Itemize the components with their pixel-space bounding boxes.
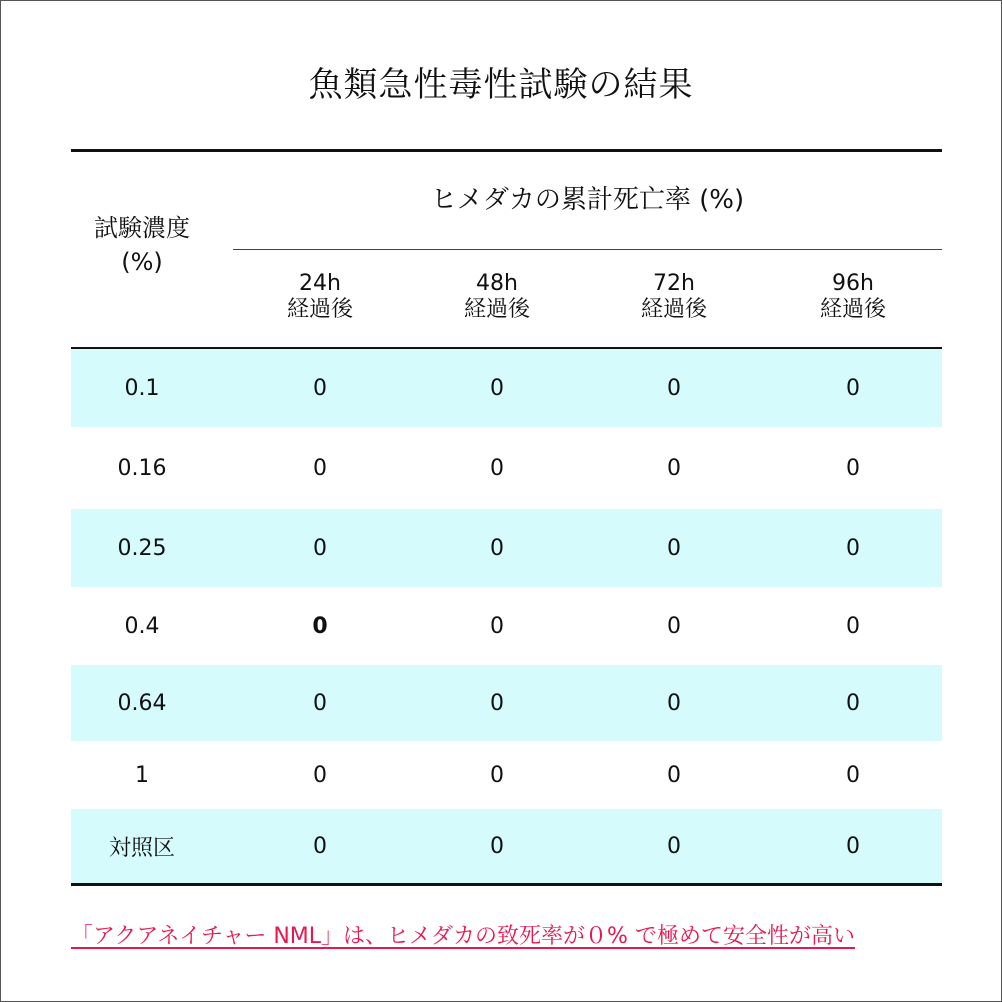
concentration-cell: 1 [135, 762, 149, 788]
value-cell-72h: 0 [667, 762, 681, 788]
value-cell-48h: 0 [490, 613, 504, 639]
column-header-time: 72h [653, 271, 695, 296]
column-header-label: 経過後 [463, 297, 530, 322]
value-cell-48h: 0 [490, 455, 504, 481]
value-cell-96h: 0 [846, 690, 860, 716]
column-header-time: 24h [299, 271, 341, 296]
table-row [71, 349, 942, 427]
concentration-cell: 0.25 [117, 535, 167, 561]
value-cell-72h: 0 [667, 690, 681, 716]
column-header-time: 96h [832, 271, 874, 296]
value-cell-72h: 0 [667, 455, 681, 481]
value-cell-48h: 0 [490, 375, 504, 401]
value-cell-24h: 0 [313, 535, 327, 561]
column-header-label: 経過後 [286, 297, 353, 322]
value-cell-24h: 0 [313, 375, 327, 401]
table-row [71, 665, 942, 741]
concentration-header [71, 211, 213, 279]
concentration-header-label: 試験濃度 [94, 214, 190, 242]
value-cell-24h: 0 [312, 613, 328, 639]
value-cell-96h: 0 [846, 613, 860, 639]
concentration-cell: 0.64 [117, 690, 167, 716]
concentration-header-unit: (%) [121, 248, 163, 276]
table-row [71, 427, 942, 509]
page-title: 魚類急性毒性試験の結果 [308, 65, 694, 105]
concentration-cell: 0.16 [117, 455, 167, 481]
column-header-48h [417, 271, 577, 323]
value-cell-72h: 0 [667, 613, 681, 639]
value-cell-72h: 0 [667, 535, 681, 561]
table-row [71, 587, 942, 665]
value-cell-96h: 0 [846, 833, 860, 859]
column-header-24h [240, 271, 400, 323]
value-cell-24h: 0 [313, 833, 327, 859]
column-header-96h [773, 271, 933, 323]
value-cell-48h: 0 [490, 833, 504, 859]
value-cell-48h: 0 [490, 762, 504, 788]
column-header-label: 経過後 [640, 297, 707, 322]
concentration-cell: 0.4 [124, 613, 160, 639]
column-header-72h [594, 271, 754, 323]
value-cell-96h: 0 [846, 535, 860, 561]
value-cell-96h: 0 [846, 455, 860, 481]
concentration-cell: 0.1 [124, 375, 160, 401]
value-cell-48h: 0 [490, 535, 504, 561]
table-bottom-rule [71, 883, 942, 886]
value-cell-96h: 0 [846, 375, 860, 401]
group-header-rule [233, 249, 942, 250]
value-cell-72h: 0 [667, 375, 681, 401]
column-header-time: 48h [476, 271, 518, 296]
value-cell-24h: 0 [313, 455, 327, 481]
table-row [71, 741, 942, 809]
value-cell-48h: 0 [490, 690, 504, 716]
footnote: 「アクアネイチャー NML」は、ヒメダカの致死率が０% で極めて安全性が高い [71, 924, 855, 949]
mortality-group-header: ヒメダカの累計死亡率 (%) [430, 185, 745, 215]
table-top-rule [71, 149, 942, 152]
table-row [71, 509, 942, 587]
value-cell-24h: 0 [313, 762, 327, 788]
value-cell-96h: 0 [846, 762, 860, 788]
value-cell-24h: 0 [313, 690, 327, 716]
column-header-label: 経過後 [819, 297, 886, 322]
value-cell-72h: 0 [667, 833, 681, 859]
table-row [71, 809, 942, 883]
concentration-cell: 対照区 [108, 835, 175, 861]
